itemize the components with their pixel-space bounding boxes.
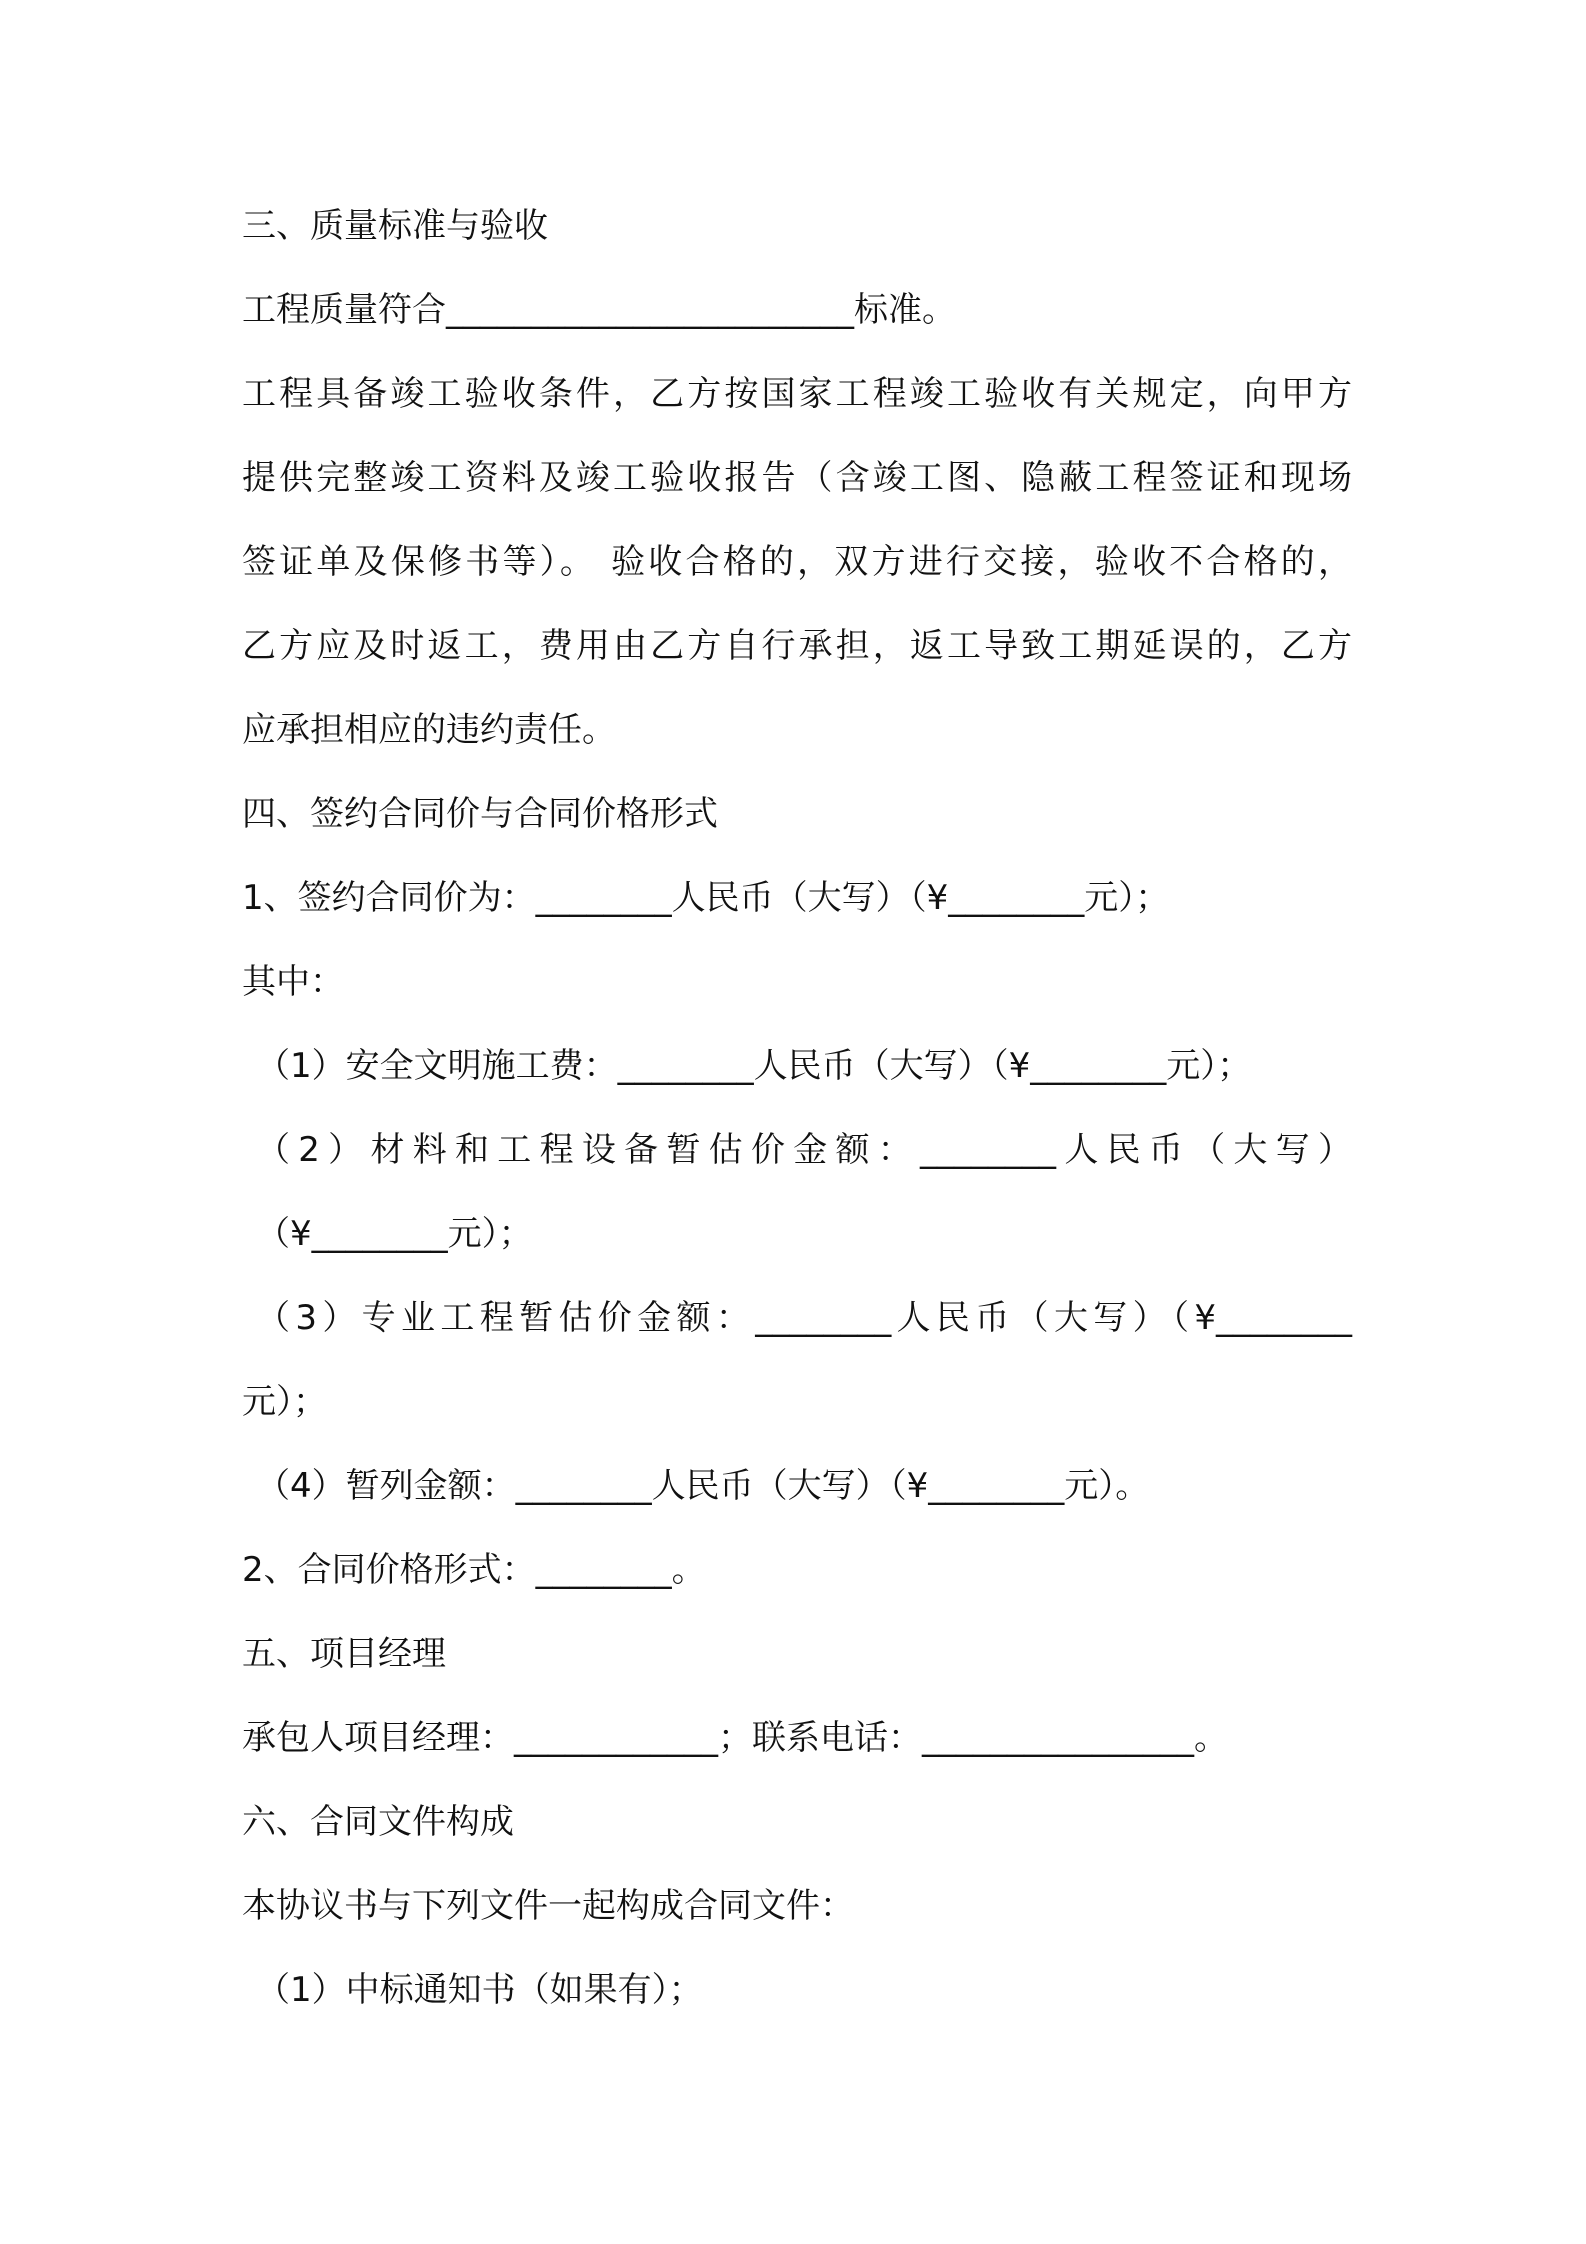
contract-price-line: 1、签约合同价为：________人民币（大写）（¥________元）； [242, 878, 1170, 918]
section-heading-quality: 三、质量标准与验收 [242, 206, 548, 246]
price-form-line: 2、合同价格形式：________。 [242, 1550, 706, 1590]
section-heading-price: 四、签约合同价与合同价格形式 [242, 794, 718, 834]
among-label: 其中： [242, 962, 344, 1002]
price-item-materials-cont: （¥________元）； [256, 1214, 533, 1254]
price-item-provisional: （4）暂列金额：________人民币（大写）（¥________元）。 [256, 1466, 1150, 1506]
acceptance-paragraph-line: 签证单及保修书等）。 验收合格的，双方进行交接，验收不合格的， [242, 542, 1352, 582]
acceptance-paragraph-line: 乙方应及时返工，费用由乙方自行承担，返工导致工期延误的，乙方 [242, 626, 1352, 666]
project-manager-line: 承包人项目经理：____________；联系电话：________________。 [242, 1718, 1228, 1758]
price-item-materials: （2）材料和工程设备暂估价金额：________人民币（大写） [256, 1130, 1352, 1170]
price-item-specialist-cont: 元）； [242, 1382, 327, 1422]
document-list-item: （1）中标通知书（如果有）； [256, 1970, 703, 2010]
acceptance-paragraph-line: 工程具备竣工验收条件，乙方按国家工程竣工验收有关规定，向甲方 [242, 374, 1352, 414]
section-heading-manager: 五、项目经理 [242, 1634, 446, 1674]
section-heading-documents: 六、合同文件构成 [242, 1802, 514, 1842]
acceptance-paragraph-line: 应承担相应的违约责任。 [242, 710, 616, 750]
price-item-specialist: （3）专业工程暂估价金额：________人民币（大写）（¥________ [256, 1298, 1352, 1338]
documents-intro-line: 本协议书与下列文件一起构成合同文件： [242, 1886, 854, 1926]
acceptance-paragraph-line: 提供完整竣工资料及竣工验收报告（含竣工图、隐蔽工程签证和现场 [242, 458, 1352, 498]
price-item-safety: （1）安全文明施工费：________人民币（大写）（¥________元）； [256, 1046, 1252, 1086]
quality-standard-line: 工程质量符合________________________标准。 [242, 290, 956, 330]
